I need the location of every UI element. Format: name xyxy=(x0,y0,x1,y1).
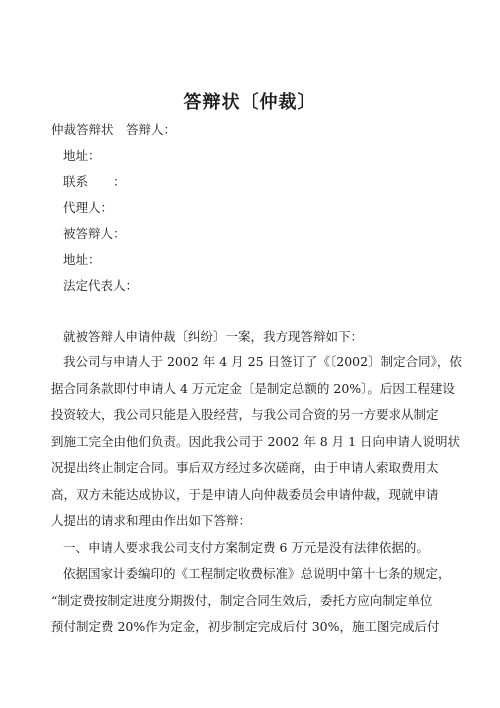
legal-representative-label: 法定代表人： xyxy=(63,278,139,293)
respondent-contact-label: 联系 ： xyxy=(63,174,126,189)
claimant-label: 被答辩人： xyxy=(63,226,126,241)
respondent-label: 答辩人： xyxy=(126,122,177,137)
paragraph-line: 到施工完全由他们负责。因此我公司于 2002 年 8 月 1 日向申请人说明状 xyxy=(51,433,461,449)
respondent-address-label: 地址： xyxy=(63,148,101,163)
paragraph-line: 我公司与申请人于 2002 年 4 月 25 日签订了《〔2002〕制定合同》，依 xyxy=(63,354,462,369)
document-title: 答辩状〔仲裁〕 xyxy=(183,92,317,113)
paragraph-line: 据合同条款即付申请人 4 万元定金〔是制定总额的 20%〕。后因工程建设 xyxy=(51,380,455,396)
paragraph-line: 依据国家计委编印的《工程制定收费标准》总说明中第十七条的规定， xyxy=(63,566,451,581)
paragraph-line: 人提出的请求和理由作出如下答辩： xyxy=(51,513,252,528)
statement-paragraph-2 xyxy=(51,561,451,641)
paragraph-line: “制定费按制定进度分期拨付，制定合同生效后，委托方应向制定单位 xyxy=(51,592,433,608)
intro-line: 就被答辩人申请仲裁〔纠纷〕一案，我方现答辩如下： xyxy=(63,329,364,344)
paragraph-line: 况提出终止制定合同。事后双方经过多次磋商，由于申请人索取费用太 xyxy=(51,460,439,475)
statement-paragraph-1 xyxy=(51,349,462,535)
paragraph-line: 高，双方未能达成协议，于是申请人向仲裁委员会申请仲裁，现就申请 xyxy=(51,486,439,502)
paragraph-line: 预付制定费 20%作为定金，初步制定完成后付 30%，施工图完成后付 xyxy=(51,619,440,634)
document-type: 仲裁答辩状 xyxy=(51,122,114,137)
paragraph-line: 投资较大，我公司只能是入股经营，与我公司合资的另一方要求从制定 xyxy=(51,407,439,422)
claimant-address-label: 地址： xyxy=(63,252,101,267)
agent-label: 代理人： xyxy=(63,200,114,215)
defense-point-1: 一、申请人要求我公司支付方案制定费 6 万元是没有法律依据的。 xyxy=(63,540,429,555)
